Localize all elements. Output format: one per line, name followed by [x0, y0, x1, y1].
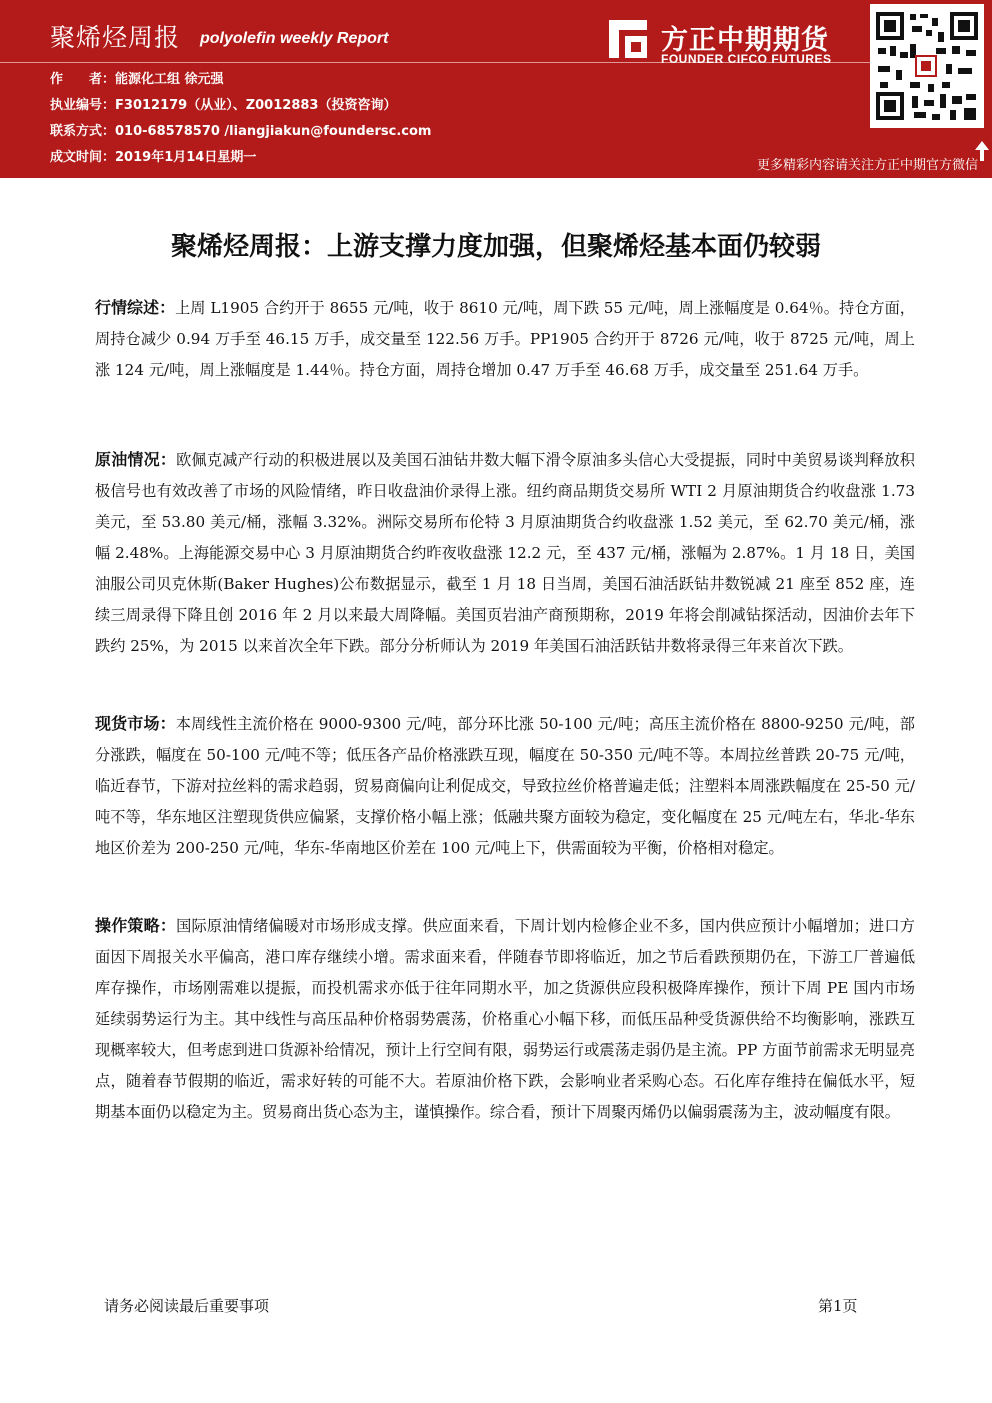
meta-author — [50, 68, 224, 87]
section-spot-market — [95, 708, 915, 864]
section-heading: 行情综述： — [95, 298, 176, 317]
meta-contact-value: 010-68578570 /liangjiakun@foundersc.com — [115, 124, 432, 139]
section-heading: 现货市场： — [95, 714, 176, 733]
report-header — [0, 0, 992, 178]
founder-logo-icon — [605, 16, 651, 62]
section-body: 欧佩克减产行动的积极进展以及美国石油钻井数大幅下滑令原油多头信心大受提振，同时中美贸易谈判释放积极信号也有效改善了市场的风险情绪，昨日收盘油价录得上涨。纽约商品期货交易所 WTI 2 月原油期货合约收盘涨 1.73 美元，至 53.80 美元/桶，涨幅 3.32%。洲际交易所布伦特 3 月原油期货合约收盘涨 1.52 美元，至 62.70 美元/桶，涨幅 2.48%。上海能源交易中心 3 月原油期货合约昨夜收盘涨 12.2 元，至 437 元/桶，涨幅为 2.87%。1 月 18 日，美国油服公司贝克休斯(Baker Hughes)公布数据显示，截至 1 月 18 日当周，美国石油活跃钻井数锐减 21 座至 852 座，连续三周录得下降且创 2016 年 2 月以来最大周降幅。美国页岩油产商预期称，2019 年将会削减钻探活动，因油价去年下跌约 25%，为 2015 以来首次全年下跌。部分分析师认为 2019 年美国石油活跃钻井数将录得三年来首次下跌。 — [95, 451, 915, 655]
section-heading: 操作策略： — [95, 916, 177, 935]
meta-license — [50, 94, 396, 113]
brand-title: 聚烯烃周报 — [50, 23, 181, 52]
meta-license-value: F3012179（从业）、Z0012883（投资咨询） — [115, 98, 397, 113]
meta-license-label: 执业编号： — [50, 98, 116, 113]
meta-date-label: 成文时间： — [50, 150, 116, 165]
section-body: 国际原油情绪偏暖对市场形成支撑。供应面来看，下周计划内检修企业不多，国内供应预计小幅增加；进口方面因下周报关水平偏高，港口库存继续小增。需求面来看，伴随春节即将临近，加之节后看跌预期仍在，下游工厂普遍低库存操作，市场刚需难以提振，而投机需求亦低于往年同期水平，加之货源供应段积极降库操作，预计下周 PE 国内市场延续弱势运行为主。其中线性与高压品种价格弱势震荡，价格重心小幅下移，而低压品种受货源供给不均衡影响，涨跌互现概率较大，但考虑到进口货源补给情况，预计上行空间有限，弱势运行或震荡走弱仍是主流。PP 方面节前需求无明显亮点，随着春节假期的临近，需求好转的可能不大。若原油价格下跌，会影响业者采购心态。石化库存维持在偏低水平，短期基本面仍以稳定为主。贸易商出货心态为主，谨慎操作。综合看，预计下周聚丙烯仍以偏弱震荡为主，波动幅度有限。 — [95, 917, 915, 1121]
footer-notice: 请务必阅读最后重要事项 — [104, 1297, 270, 1315]
meta-author-label: 作 者： — [50, 72, 116, 87]
meta-contact-label: 联系方式： — [50, 124, 116, 139]
section-market-review — [95, 292, 915, 386]
meta-date-value: 2019年1月14日星期一 — [115, 150, 257, 165]
section-body: 上周 L1905 合约开于 8655 元/吨，收于 8610 元/吨，周下跌 55 元/吨，周上涨幅度是 0.64％。持仓方面，周持仓减少 0.94 万手至 46.15 万手，成交量至 122.56 万手。PP1905 合约开于 8726 元/吨，收于 8725 元/吨，周上涨 124 元/吨，周上涨幅度是 1.44％。持仓方面，周持仓增加 0.47 万手至 46.68 万手，成交量至 251.64 万手。 — [95, 299, 915, 379]
qr-code-icon — [870, 4, 984, 128]
brand-subtitle: polyolefin weekly Report — [200, 30, 389, 47]
company-logo — [605, 16, 865, 72]
page-number: 第1页 — [818, 1297, 858, 1315]
section-crude-oil — [95, 444, 915, 662]
meta-contact — [50, 120, 431, 139]
section-heading: 原油情况： — [95, 450, 177, 469]
section-body: 本周线性主流价格在 9000-9300 元/吨，部分环比涨 50-100 元/吨；高压主流价格在 8800-9250 元/吨，部分涨跌，幅度在 50-100 元/吨不等；低压各产品价格涨跌互现，幅度在 50-350 元/吨不等。本周拉丝普跌 20-75 元/吨，临近春节，下游对拉丝料的需求趋弱，贸易商偏向让利促成交，导致拉丝价格普遍走低；注塑料本周涨跌幅度在 25-50 元/吨不等，华东地区注塑现货供应偏紧，支撑价格小幅上涨；低融共聚方面较为稳定，变化幅度在 25 元/吨左右，华北-华东地区价差为 200-250 元/吨，华东-华南地区价差在 100 元/吨上下，供需面较为平衡，价格相对稳定。 — [95, 715, 915, 857]
report-title: 聚烯烃周报：上游支撑力度加强，但聚烯烃基本面仍较弱 — [170, 232, 821, 262]
follow-wechat-text: 更多精彩内容请关注方正中期官方微信 — [756, 158, 978, 173]
logo-chinese-name: 方正中期期货 — [661, 25, 829, 56]
meta-author-value: 能源化工组 徐元强 — [115, 72, 224, 87]
meta-date — [50, 146, 256, 165]
section-strategy — [95, 910, 915, 1128]
wechat-qr-code — [870, 4, 984, 128]
logo-english-name: FOUNDER CIFCO FUTURES — [661, 52, 832, 66]
